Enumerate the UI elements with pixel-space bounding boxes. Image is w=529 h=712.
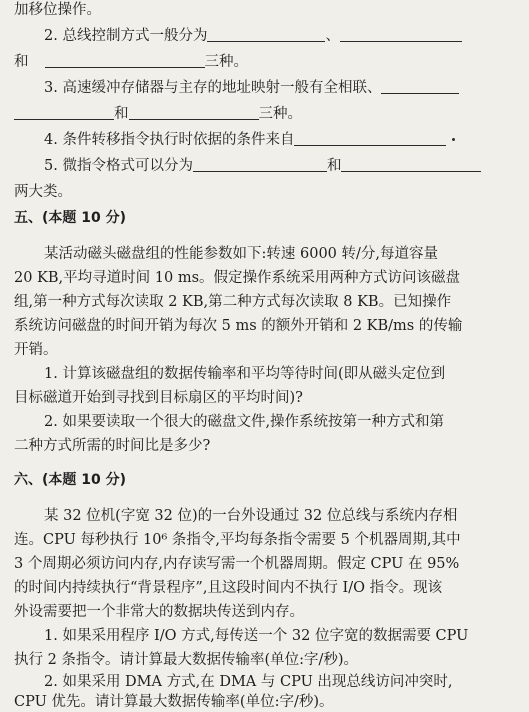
paragraph-line: 连。CPU 每秒执行 10⁶ 条指令,平均每条指令需要 5 个机器周期,其中 [14, 532, 461, 548]
paragraph-line: 系统访问磁盘的时间开销为每次 5 ms 的额外开销和 2 KB/ms 的传输 [14, 318, 463, 334]
question-4-5-line-2: 两大类。 [14, 184, 72, 200]
answer-blank [129, 105, 259, 120]
question-6-2-line-2: CPU 优先。请计算最大数据传输率(单位:字/秒)。 [14, 694, 334, 710]
answer-blank [294, 131, 446, 146]
question-4-3-line-2 [14, 104, 302, 124]
question-6-1-line-2: 执行 2 条指令。请计算最大数据传输率(单位:字/秒)。 [14, 652, 359, 668]
question-text: 3. 高速缓冲存储器与主存的地址映射一般有全相联、 [44, 80, 382, 96]
question-text: 4. 条件转移指令执行时依据的条件来自 [44, 132, 295, 148]
section-6-title: 六、(本题 10 分) [14, 472, 127, 488]
question-4-2-line-1 [44, 26, 462, 46]
paragraph-line: 20 KB,平均寻道时间 10 ms。假定操作系统采用两种方式访问该磁盘 [14, 270, 461, 286]
question-text: 和 [114, 106, 129, 122]
paragraph-line: 的时间内持续执行“背景程序”,且这段时间内不执行 I/O 指令。现该 [14, 580, 443, 596]
question-text: 和 [326, 158, 342, 174]
question-text: 三种。 [258, 106, 302, 122]
answer-blank [381, 79, 459, 94]
paragraph-line: 3 个周期必须访问内存,内存读写需一个机器周期。假定 CPU 在 95% [14, 556, 460, 572]
question-4-5-line-1 [44, 156, 481, 176]
question-6-1-line-1: 1. 如果采用程序 I/O 方式,每传送一个 32 位字宽的数据需要 CPU [44, 628, 469, 644]
question-text: 2. 总线控制方式一般分为 [44, 28, 208, 44]
paragraph-line: 某活动磁头磁盘组的性能参数如下:转速 6000 转/分,每道容量 [44, 246, 438, 262]
paragraph-line: 某 32 位机(字宽 32 位)的一台外设通过 32 位总线与系统内存相 [44, 508, 458, 524]
paragraph-line: 开销。 [14, 342, 58, 358]
question-4-3-line-1 [44, 78, 459, 98]
answer-blank [45, 53, 205, 68]
answer-blank [341, 157, 481, 172]
answer-blank [207, 27, 325, 42]
question-6-2-line-1: 2. 如果采用 DMA 方式,在 DMA 与 CPU 出现总线访问冲突时, [44, 674, 453, 690]
answer-blank [340, 27, 462, 42]
question-4-2-line-2 [14, 52, 248, 72]
separator: 、 [325, 28, 340, 44]
answer-blank [14, 105, 114, 120]
question-5-1-line-2: 目标磁道开始到寻找到目标扇区的平均时间)? [14, 390, 303, 406]
question-5-2-line-2: 二种方式所需的时间比是多少? [14, 438, 211, 454]
section-5-title: 五、(本题 10 分) [14, 210, 127, 226]
text-line: 加移位操作。 [14, 2, 101, 18]
question-text: 三种。 [204, 54, 248, 70]
question-5-2-line-1: 2. 如果要读取一个很大的磁盘文件,操作系统按第一种方式和第 [44, 414, 445, 430]
paragraph-line: 外设需要把一个非常大的数据块传送到内存。 [14, 604, 304, 620]
question-5-1-line-1: 1. 计算该磁盘组的数据传输率和平均等待时间(即从磁头定位到 [44, 366, 446, 382]
paragraph-line: 组,第一种方式每次读取 2 KB,第二种方式每次读取 8 KB。已知操作 [14, 294, 452, 310]
ink-dot [452, 138, 455, 141]
question-text: 和 [14, 54, 29, 70]
question-4-4 [44, 130, 455, 150]
answer-blank [193, 157, 327, 172]
question-text: 5. 微指令格式可以分为 [44, 158, 193, 174]
